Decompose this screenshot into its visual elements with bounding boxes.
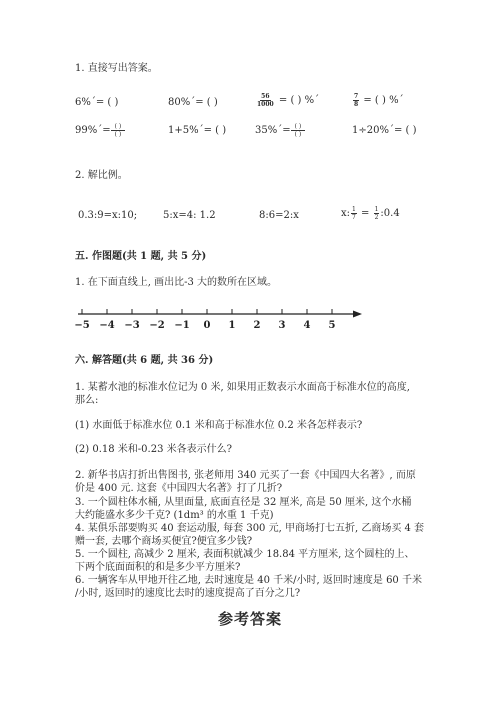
q4-line1: 4. 某俱乐部要购买 40 套运动服, 每套 300 元, 甲商场打七五折, 乙商场买 4 套 [75, 523, 425, 534]
q3-line2: 大约能盛水多少千克? (1dm³ 的水重 1 千克) [75, 510, 274, 521]
q1-line1: 1. 某蓄水池的标准水位记为 0 米, 如果用正数表示水面高于标准水位的高度, [75, 382, 410, 393]
number-line-label: −2 [149, 320, 165, 331]
q1-sub2: (2) 0.18 米和-0.23 米各表示什么? [75, 444, 232, 455]
number-line-label: 0 [203, 320, 211, 331]
blank-fraction: $\frac{( )}{( )}$ [111, 123, 126, 138]
section-direct-heading: 1. 直接写出答案。 [75, 63, 158, 74]
q3-line1: 3. 一个圆柱体水桶, 从里面量, 底面直径是 32 厘米, 高是 50 厘米, 这个水桶 [75, 497, 412, 508]
blank-fraction: $\frac{( )}{( )}$ [291, 123, 306, 138]
number-line-label: −1 [174, 320, 190, 331]
q4-line2: 赠一套, 去哪个商场买便宜?便宜多少钱? [75, 536, 253, 547]
q2-line1: 2. 新华书店打折出售图书, 张老师用 340 元买了一套《中国四大名著》, 而原 [75, 470, 416, 481]
number-line-label: 3 [278, 320, 286, 331]
draw-question: 1. 在下面直线上, 画出比-3 大的数所在区域。 [75, 277, 277, 288]
direct-row2-item2: 1+5%ˊ= ( ) [168, 125, 227, 136]
ratio-item-a: 0.3:9=x:10; [78, 210, 138, 221]
answer-key-title: 参考答案 [217, 610, 282, 628]
number-line-label: 1 [228, 320, 236, 331]
number-line-label: −3 [124, 320, 140, 331]
direct-row1-item1: 6%ˊ= ( ) [75, 97, 119, 108]
direct-row2-item1: 99%ˊ= $\frac{( )}{( )}$ [75, 123, 125, 138]
number-line-label: −5 [74, 320, 90, 331]
direct-row1-item4: $\frac{7}{8}$ = ( ) %ˊ [354, 93, 404, 108]
ratio-item-d: x: $\frac{1}{7}$ = $\frac{1}{2}$ :0.4 [341, 206, 400, 221]
direct-row1-item3: $\frac{56}{1000}$ = ( ) %ˊ [257, 93, 320, 108]
fraction-1-7: $\frac{1}{7}$ [352, 206, 356, 221]
direct-row2-item4: 1÷20%ˊ= ( ) [352, 125, 417, 136]
number-line-arrow-icon [353, 311, 362, 318]
section-draw-heading: 五. 作图题(共 1 题, 共 5 分) [75, 251, 207, 262]
q5-line2: 下两个底面面积的和是多少平方厘米? [75, 562, 241, 573]
section-ratio-heading: 2. 解比例。 [75, 170, 128, 181]
number-line [70, 304, 370, 336]
ratio-item-b: 5:x=4: 1.2 [163, 210, 216, 221]
direct-row2-item3: 35%ˊ= $\frac{( )}{( )}$ [255, 123, 305, 138]
q2-line2: 价是 400 元. 这套《中国四大名著》打了几折? [75, 483, 283, 494]
q6-line2: /小时, 返回时的速度比去时的速度提高了百分之几? [75, 588, 301, 599]
fraction-7-8: $\frac{7}{8}$ [354, 93, 359, 108]
number-line-label: 2 [253, 320, 261, 331]
q6-line1: 6. 一辆客车从甲地开往乙地, 去时速度是 40 千米/小时, 返回时速度是 60 千米 [75, 575, 422, 586]
direct-row1-item2: 80%ˊ= ( ) [168, 97, 218, 108]
ratio-item-c: 8:6=2:x [259, 210, 299, 221]
number-line-label: 4 [303, 320, 311, 331]
q1-sub1: (1) 水面低于标准水位 0.1 米和高于标准水位 0.2 米各怎样表示? [75, 420, 363, 431]
number-line-label: −4 [99, 320, 115, 331]
q1-line2: 那么: [75, 395, 99, 406]
q5-line1: 5. 一个圆柱, 高减少 2 厘米, 表面积就减少 18.84 平方厘米, 这个圆柱的上、 [75, 549, 415, 560]
fraction-56-1000: $\frac{56}{1000}$ [257, 93, 274, 108]
fraction-1-2: $\frac{1}{2}$ [374, 206, 379, 221]
number-line-label: 5 [328, 320, 336, 331]
section-solve-heading: 六. 解答题(共 6 题, 共 36 分) [75, 355, 214, 366]
